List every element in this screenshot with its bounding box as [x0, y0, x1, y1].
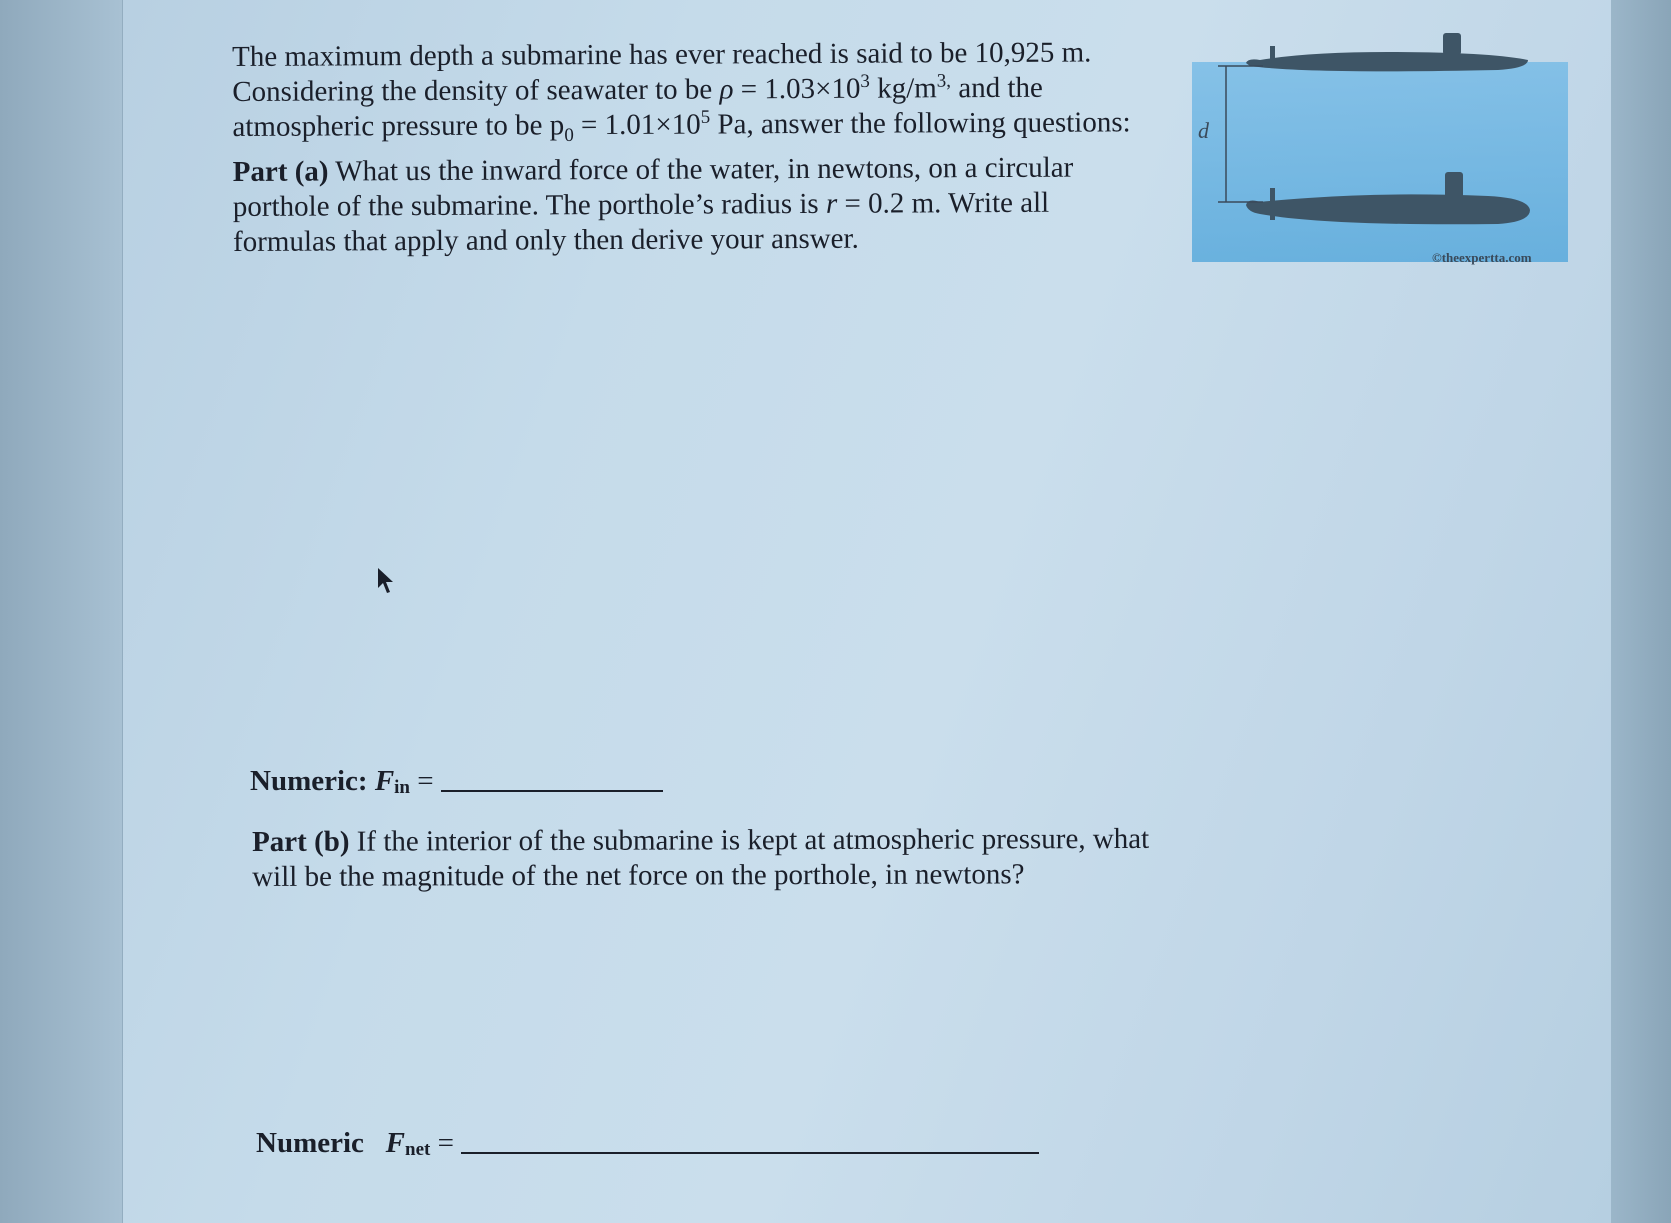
desk-edge-right: [1611, 0, 1671, 1223]
answer-a-line: Numeric: Fin =: [250, 765, 663, 799]
part-b-line-1: Part (b) If the interior of the submarine is kept at atmospheric pressure, what: [252, 822, 1150, 858]
question-line-4: Part (a) What us the inward force of the water, in newtons, on a circular: [232, 151, 1074, 188]
part-b-line-2: will be the magnitude of the net force on the porthole, in newtons?: [252, 858, 1025, 893]
depth-label: d: [1198, 118, 1209, 143]
question-text: [232, 35, 1193, 260]
question-line-1: The maximum depth a submarine has ever reached is said to be 10,925 m.: [232, 36, 1092, 73]
mouse-pointer-icon: [376, 566, 398, 596]
water-region: [1192, 62, 1568, 262]
surface-submarine-icon: [1246, 33, 1528, 71]
desk-edge-left: [0, 0, 122, 1223]
answer-a-label: Numeric:: [250, 765, 375, 797]
question-line-6: formulas that apply and only then derive your answer.: [232, 222, 859, 258]
question-line-3: atmospheric pressure to be $p_0 = 1.01\times 10^5$ Pa, answer the following questions:: [232, 106, 1131, 147]
part-b-text: [252, 822, 1192, 895]
answer-a-blank[interactable]: [441, 790, 663, 792]
question-line-5: porthole of the submarine. The porthole’s radius is r = 0.2 m. Write all: [232, 186, 1050, 223]
part-a-label: Part (a): [232, 155, 329, 188]
answer-b-blank[interactable]: [461, 1152, 1039, 1154]
submarine-diagram: [1188, 30, 1568, 270]
question-line-2: Considering the density of seawater to be $\rho = 1.03\times 10^3$ $kg/m^{3,}$ and the: [232, 70, 1043, 108]
image-credit: ©theexpertta.com: [1432, 250, 1532, 265]
answer-b-label: Numeric: [256, 1127, 386, 1159]
part-b-label: Part (b): [252, 825, 350, 858]
answer-b-line: Numeric Fnet =: [256, 1127, 1039, 1161]
